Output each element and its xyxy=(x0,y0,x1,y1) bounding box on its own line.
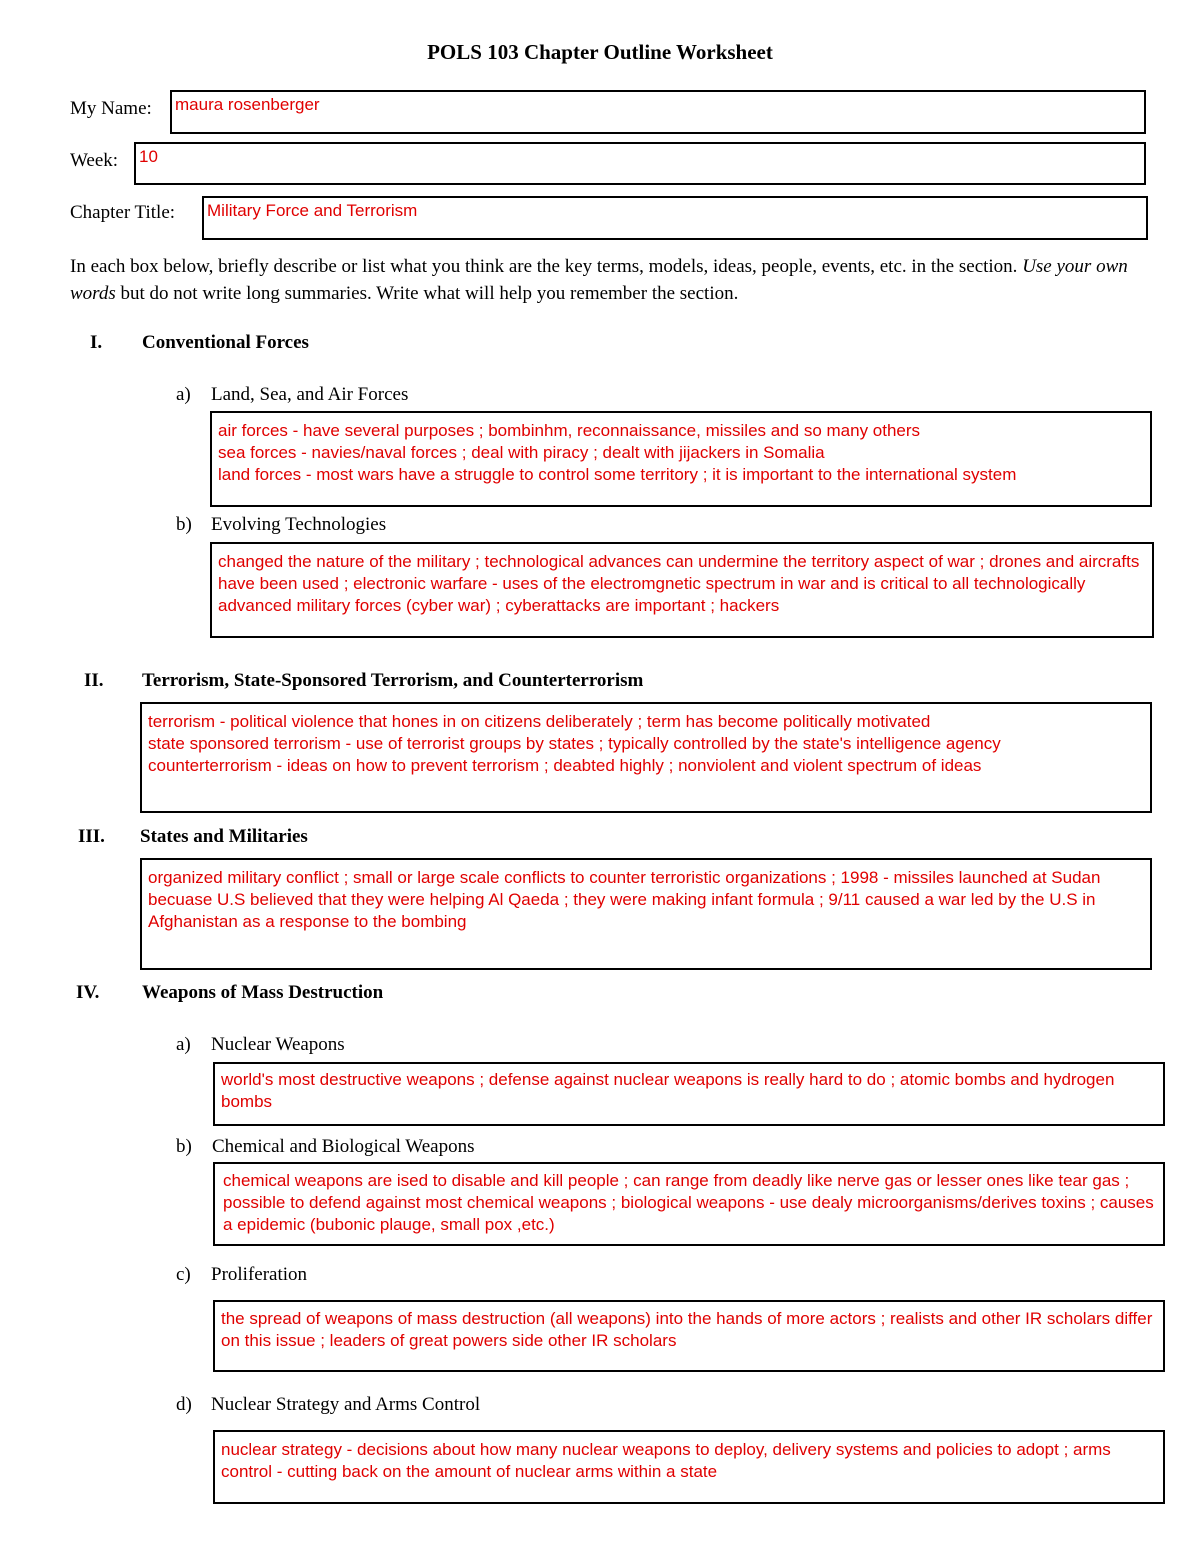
section-2-response-box[interactable] xyxy=(140,702,1152,813)
section-4-title: Weapons of Mass Destruction xyxy=(142,982,384,1003)
name-label: My Name: xyxy=(70,98,152,119)
section-4c-response-box[interactable] xyxy=(213,1300,1165,1372)
page-title: POLS 103 Chapter Outline Worksheet xyxy=(427,40,773,64)
section-4a-letter: a) xyxy=(176,1034,191,1055)
section-4a-response: world's most destructive weapons ; defense against nuclear weapons is really hard to do ; atomic bombs and hydrogen bombs xyxy=(221,1070,1115,1111)
section-4c-title: Proliferation xyxy=(211,1264,308,1285)
instructions-text-2: but do not write long summaries. Write what will help you remember the section. xyxy=(115,283,739,304)
section-1a-response: air forces - have several purposes ; bombinhm, reconnaissance, missiles and so many others sea forces - navies/naval forces ; deal with piracy ; dealt with jijackers in Somalia land forces - most wars have a struggle to control some territory ; it is important to the international system xyxy=(218,421,1017,484)
name-value: maura rosenberger xyxy=(175,95,320,114)
section-2-number: II. xyxy=(84,670,104,691)
section-4b-letter: b) xyxy=(176,1136,192,1157)
instructions-text-1: In each box below, briefly describe or list what you think are the key terms, models, ideas, people, events, etc. in the section. xyxy=(70,256,1023,277)
section-1b-response: changed the nature of the military ; technological advances can undermine the territory aspect of war ; drones and aircrafts have been used ; electronic warfare - uses of the electromgnetic spectrum in war and is critical to all technologically advanced military forces (cyber war) ; cyberattacks are important ; hackers xyxy=(218,552,1140,615)
instructions-emphasis: Use your own words xyxy=(70,256,1128,304)
section-1b-response-box[interactable] xyxy=(210,542,1154,638)
chapter-title-value: Military Force and Terrorism xyxy=(207,201,418,220)
section-1b-title: Evolving Technologies xyxy=(211,514,387,535)
section-1a-title: Land, Sea, and Air Forces xyxy=(211,384,409,405)
section-4c-response: the spread of weapons of mass destruction (all weapons) into the hands of more actors ; realists and other IR scholars differ on this issue ; leaders of great powers side other IR scholars xyxy=(221,1309,1153,1350)
section-4d-response: nuclear strategy - decisions about how many nuclear weapons to deploy, delivery systems and policies to adopt ; arms control - cutting back on the amount of nuclear arms within a state xyxy=(221,1440,1111,1481)
section-2-title: Terrorism, State-Sponsored Terrorism, and Counterterrorism xyxy=(142,670,644,691)
section-4a-title: Nuclear Weapons xyxy=(211,1034,345,1055)
instructions xyxy=(70,253,1150,307)
week-field[interactable] xyxy=(134,142,1146,185)
section-4d-letter: d) xyxy=(176,1394,192,1415)
section-2-response: terrorism - political violence that hones in on citizens deliberately ; term has become politically motivated state sponsored terrorism - use of terrorist groups by states ; typically controlled by the state's intelligence agency counterterrorism - ideas on how to prevent terrorism ; deabted highly ; nonviolent and violent spectrum of ideas xyxy=(148,712,1001,775)
section-4b-title: Chemical and Biological Weapons xyxy=(212,1136,475,1157)
section-4b-response-box[interactable] xyxy=(213,1162,1165,1246)
name-field[interactable] xyxy=(170,90,1146,134)
chapter-title-field[interactable] xyxy=(202,196,1148,240)
section-4c-letter: c) xyxy=(176,1264,191,1285)
week-label: Week: xyxy=(70,150,119,171)
section-4d-title: Nuclear Strategy and Arms Control xyxy=(211,1394,481,1415)
chapter-title-label: Chapter Title: xyxy=(70,202,176,223)
section-3-title: States and Militaries xyxy=(140,826,308,847)
section-4-number: IV. xyxy=(76,982,100,1003)
section-4b-response: chemical weapons are ised to disable and kill people ; can range from deadly like nerve gas or lesser ones like tear gas ; possible to defend against most chemical weapons ; biological weapons - use dealy microorganisms/derives toxins ; causes a epidemic (bubonic plauge, small pox ,etc.) xyxy=(223,1171,1154,1234)
section-4d-response-box[interactable] xyxy=(213,1430,1165,1504)
section-3-response-box[interactable] xyxy=(140,858,1152,970)
section-1-number: I. xyxy=(90,332,103,353)
section-4a-response-box[interactable] xyxy=(213,1062,1165,1126)
section-3-response: organized military conflict ; small or large scale conflicts to counter terroristic organizations ; 1998 - missiles launched at Sudan becuase U.S believed that they were helping Al Qaeda ; they were making infant formula ; 9/11 caused a war led by the U.S in Afghanistan as a response to the bombing xyxy=(148,868,1101,931)
section-3-number: III. xyxy=(78,826,105,847)
section-1a-response-box[interactable] xyxy=(210,411,1152,507)
section-1b-letter: b) xyxy=(176,514,192,535)
section-1-title: Conventional Forces xyxy=(142,332,309,353)
section-1a-letter: a) xyxy=(176,384,191,405)
week-value: 10 xyxy=(139,147,158,166)
